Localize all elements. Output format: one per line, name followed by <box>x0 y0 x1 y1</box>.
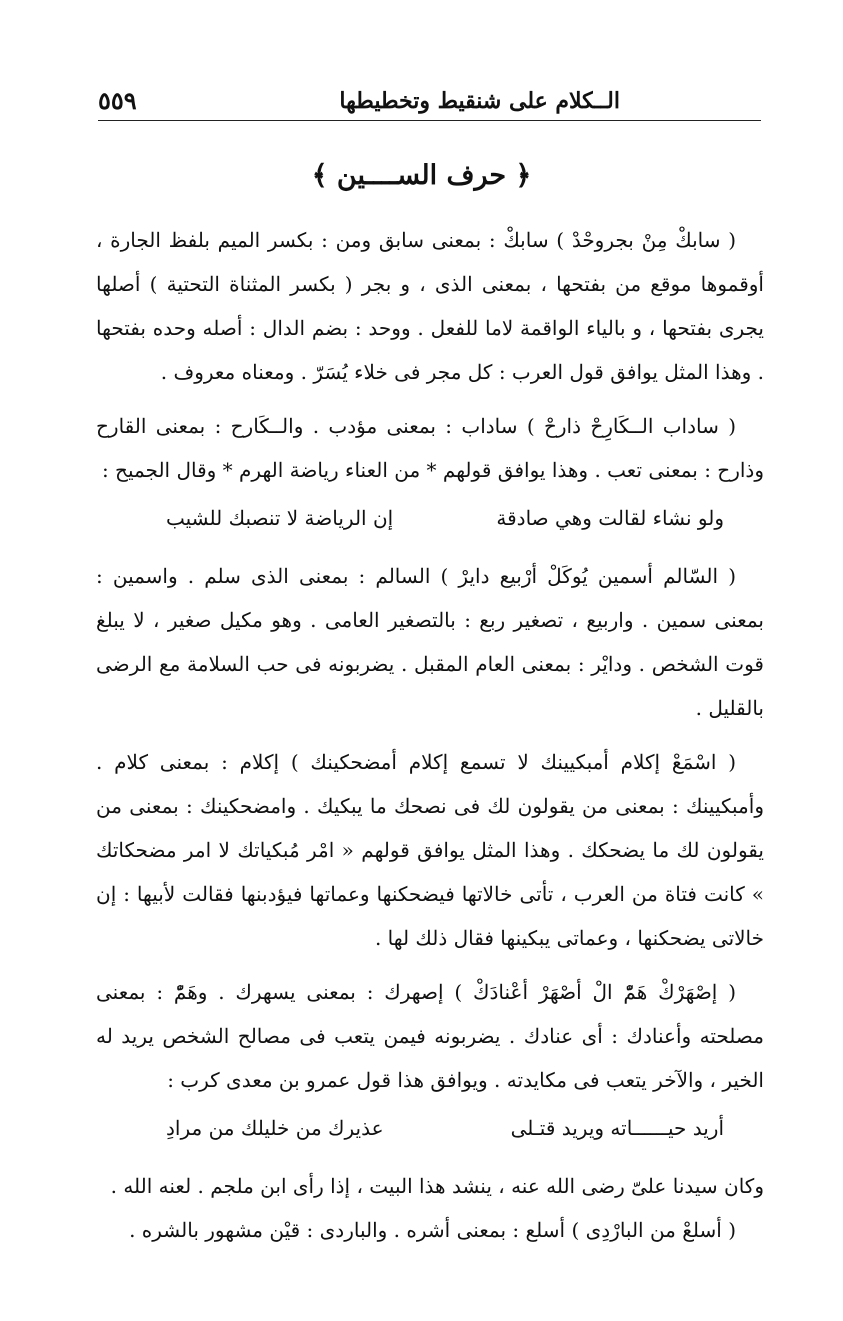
verse-hemistich-first: أريد حيــــــاته ويريد قتـلى <box>510 1116 724 1140</box>
page-number: ٥٥٩ <box>98 86 137 115</box>
verse-hemistich-second: عذيرك من خليلك من مرادِ <box>166 1116 384 1140</box>
paragraph: وكان سيدنا علىّ رضى الله عنه ، ينشد هذا البيت ، إذا رأى ابن ملجم . لعنه الله . <box>110 1174 764 1198</box>
paragraph: ( ساداب الــكَارِحْ ذارحْ ) ساداب : بمعنى مؤدب . والــكَارح : بمعنى القارح وذارح : بمعنى تعب . وهذا يوافق قولهم * من العناء رياضة الهرم * وقال الجميح : <box>96 414 764 482</box>
verse-hemistich-second: إن الرياضة لا تنصبك للشيب <box>166 506 394 530</box>
paragraph: ( أسلعْ من البارْدِى ) أسلع : بمعنى أشره . والباردى : قيْن مشهور بالشره . <box>129 1218 736 1242</box>
verse-hemistich-first: ولو نشاء لقالت وهي صادقة <box>496 506 724 530</box>
verse-line <box>96 496 764 540</box>
running-header <box>98 78 760 120</box>
section-title: ﴿ حرف الســــين ﴾ <box>311 160 532 191</box>
paragraph: ( السّالم أسمين يُوكَلْ أرْبيع دايرْ ) السالم : بمعنى الذى سلم . واسمين : بمعنى سمين . واربيع ، تصغير ربع : بالتصغير العامى . وهو مكيل صغير ، لا يبلغ قوت الشخص . ودايْر : بمعنى العام المقبل . يضربونه فى حب السلامة مع الرضى بالقليل . <box>96 564 764 720</box>
running-header-title: الــكلام على شنقيط وتخطيطها <box>339 88 620 114</box>
body-text <box>96 218 764 1262</box>
paragraph: ( إصْهَرْكْ هَمّْ الْ أصْهَرْ أعْنادَكْ ) إصهرك : بمعنى يسهرك . وهَمّْ : بمعنى مصلحته وأعنادك : أى عنادك . يضربونه فيمن يتعب فى مصالح الشخص يريد له الخير ، والآخر يتعب فى مكايدته . ويوافق هذا قول عمرو بن معدى كرب : <box>96 980 764 1092</box>
header-rule <box>98 120 761 121</box>
verse-line <box>96 1106 764 1150</box>
paragraph: ( اسْمَعْ إكلام أمبكيينك لا تسمع إكلام أمضحكينك ) إكلام : بمعنى كلام . وأمبكيينك : بمعنى من يقولون لك فى نصحك ما يبكيك . وامضحكينك : بمعنى من يقولون لك ما يضحكك . وهذا المثل يوافق قولهم « امْر مُبكياتك لا امر مضحكاتك » كانت فتاة من العرب ، تأتى خالاتها فيضحكنها وعماتها فيؤدبنها فقالت لأبيها : إن خالاتى يضحكنها ، وعماتى يبكينها فقال ذلك لها . <box>96 750 764 950</box>
paragraph: ( سابكْ مِنْ بجروحْدْ ) سابكْ : بمعنى سابق ومن : بكسر الميم بلفظ الجارة ، أوقموها موقع من بفتحها ، بمعنى الذى ، و بجر ( بكسر المثناة التحتية ) أصلها يجرى بفتحها ، و بالياء الواقمة لاما للفعل . ووحد : بضم الدال : أصله وحده بفتحها . وهذا المثل يوافق قول العرب : كل مجر فى خلاء يُسَرّ . ومعناه معروف . <box>96 228 764 384</box>
